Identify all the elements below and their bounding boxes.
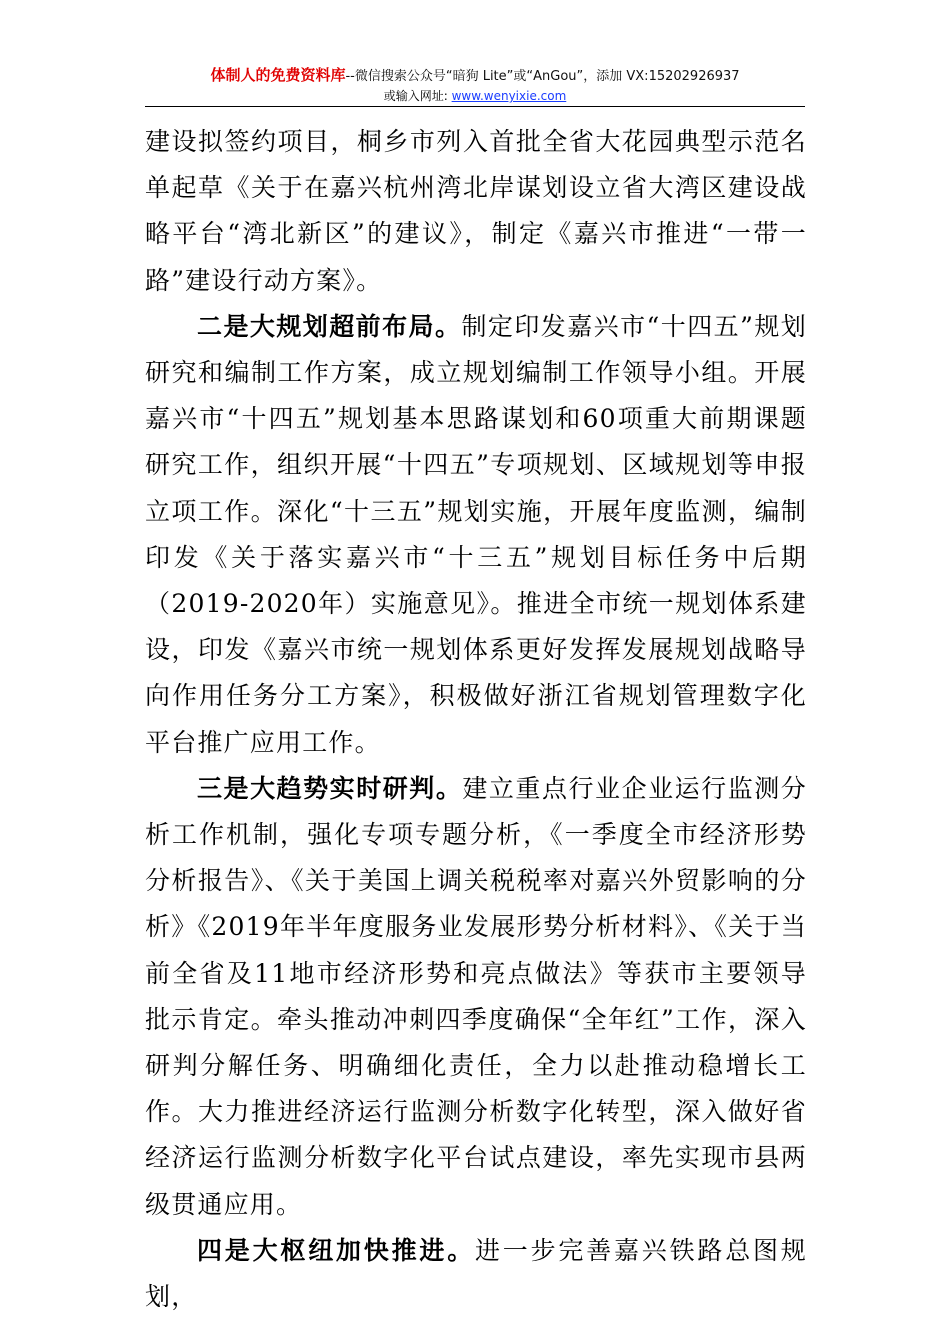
paragraph-trend-analysis [145, 766, 807, 1228]
header-brand: 体制人的免费资料库 [210, 66, 346, 84]
page-header [0, 66, 950, 105]
header-url-line [0, 87, 950, 105]
header-url-link[interactable]: www.wenyixie.com [451, 89, 567, 103]
paragraph-text: 进一步完善嘉兴铁路总图规划， [145, 1235, 807, 1312]
paragraph-heading: 二是大规划超前布局。 [197, 311, 462, 341]
paragraph-text: 建设拟签约项目，桐乡市列入首批全省大花园典型示范名单起草《关于在嘉兴杭州湾北岸谋划设立省大湾区建设战略平台“湾北新区”的建议》，制定《嘉兴市推进“一带一路”建设行动方案》。 [145, 127, 807, 295]
header-promo-line [0, 66, 950, 86]
document-body [145, 119, 807, 1320]
paragraph-heading: 四是大枢纽加快推进。 [197, 1235, 475, 1265]
paragraph-text: 制定印发嘉兴市“十四五”规划研究和编制工作方案，成立规划编制工作领导小组。开展嘉兴市“十四五”规划基本思路谋划和60项重大前期课题研究工作，组织开展“十四五”专项规划、区域规划等申报立项工作。深化“十三五”规划实施，开展年度监测，编制印发《关于落实嘉兴市“十三五”规划目标任务中后期（2019-2020年）实施意见》。推进全市统一规划体系建设，印发《嘉兴市统一规划体系更好发挥发展规划战略导向作用任务分工方案》，积极做好浙江省规划管理数字化平台推广应用工作。 [145, 311, 807, 757]
header-divider [145, 106, 805, 107]
header-promo: --微信搜索公众号“暗狗 Lite”或“AnGou”，添加 VX:15202926937 [345, 69, 740, 84]
paragraph-heading: 三是大趋势实时研判。 [197, 773, 463, 803]
paragraph-planning [145, 304, 807, 766]
paragraph-text: 建立重点行业企业运行监测分析工作机制，强化专项专题分析，《一季度全市经济形势分析报告》、《关于美国上调关税税率对嘉兴外贸影响的分析》《2019年半年度服务业发展形势分析材料》、《关于当前全省及11地市经济形势和亮点做法》等获市主要领导批示肯定。牵头推动冲刺四季度确保“全年红”工作，深入研判分解任务、明确细化责任，全力以赴推动稳增长工作。大力推进经济运行监测分析数字化转型，深入做好省经济运行监测分析数字化平台试点建设，率先实现市县两级贯通应用。 [145, 773, 807, 1219]
paragraph-continuation [145, 119, 807, 304]
header-url-prefix: 或输入网址: [383, 89, 448, 103]
paragraph-hub [145, 1228, 807, 1320]
